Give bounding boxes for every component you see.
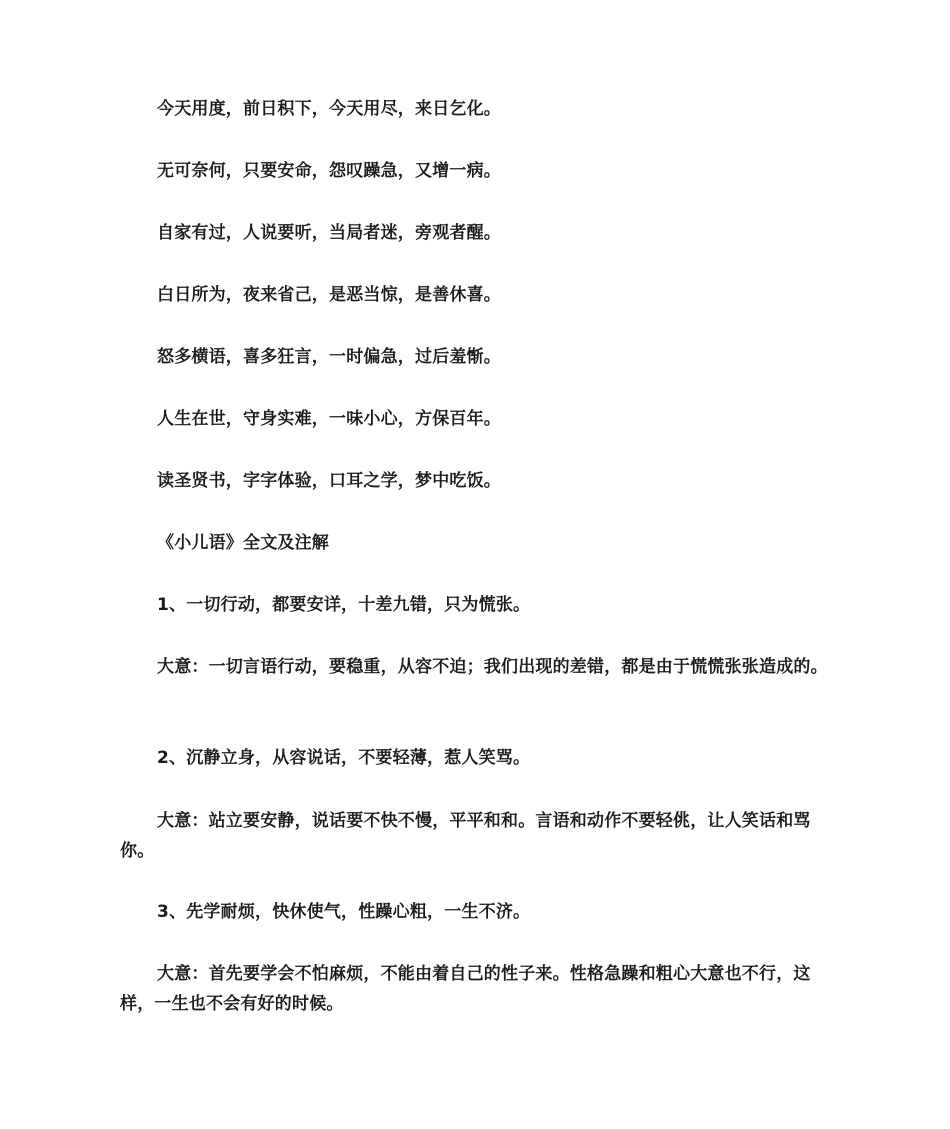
verse-line-1: 今天用度，前日积下，今天用尽，来日乞化。	[157, 99, 501, 119]
verse-line-4: 白日所为，夜来省己，是恶当惊，是善休喜。	[157, 285, 501, 305]
verse-line-3: 自家有过，人说要听，当局者迷，旁观者醒。	[157, 223, 501, 243]
verse-line-5: 怒多横语，喜多狂言，一时偏急，过后羞惭。	[157, 347, 501, 367]
section-heading: 《小儿语》全文及注解	[157, 533, 329, 553]
verse-item-3: 3、先学耐烦，快休使气，性躁心粗，一生不济。	[157, 902, 531, 922]
verse-line-6: 人生在世，守身实难，一味小心，方保百年。	[157, 409, 501, 429]
verse-item-2-meaning: 大意：站立要安静，说话要不快不慢，平平和和。言语和动作不要轻佻，让人笑话和骂你。	[120, 811, 811, 861]
verse-item-2: 2、沉静立身，从容说话，不要轻薄，惹人笑骂。	[157, 748, 531, 768]
verse-item-1-meaning: 大意：一切言语行动，要稳重，从容不迫；我们出现的差错，都是由于慌慌张张造成的。	[157, 657, 828, 677]
verse-item-3-meaning: 大意：首先要学会不怕麻烦，不能由着自己的性子来。性格急躁和粗心大意也不行，这样，一生也不会有好的时候。	[120, 964, 811, 1014]
verse-item-1: 1、一切行动，都要安详，十差九错，只为慌张。	[157, 595, 531, 615]
verse-line-2: 无可奈何，只要安命，怨叹躁急，又增一病。	[157, 161, 501, 181]
verse-line-7: 读圣贤书，字字体验，口耳之学，梦中吃饭。	[157, 471, 501, 491]
